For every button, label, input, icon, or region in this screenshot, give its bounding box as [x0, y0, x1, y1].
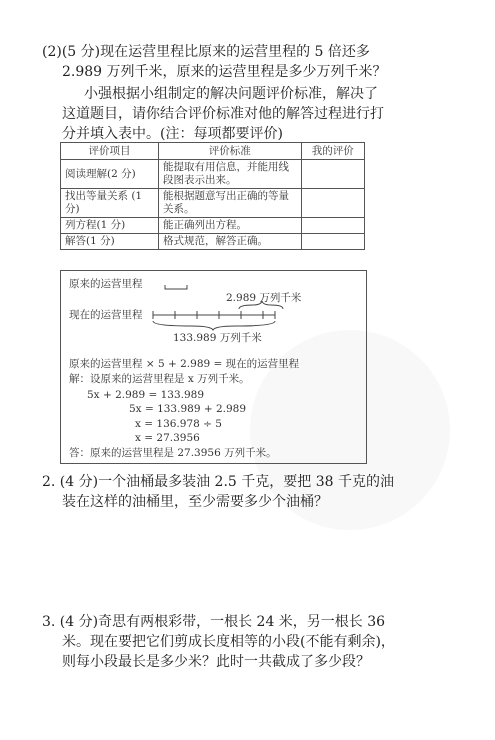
table-cell-rating[interactable]	[301, 218, 364, 234]
table-cell-item: 阅读理解(2 分)	[61, 160, 159, 189]
answer-line: 答：原来的运营里程是 27.3956 万列千米。	[69, 447, 277, 459]
q2-2-line-5: 分并填入表中。(注：每项都要评价)	[62, 126, 283, 142]
q2-line-2: 装在这样的油桶里，至少需要多少个油桶？	[62, 494, 328, 510]
table-row	[61, 234, 365, 250]
table-cell-criteria: 能提取有用信息，并能用线段图表示出来。	[159, 160, 302, 189]
orig-segment	[165, 285, 187, 289]
q3-line-3: 则每小段最长是多少米？此时一共截成了多少段？	[62, 654, 370, 670]
q2-2-line-2: 2.989 万列千米，原来的运营里程是多少万列千米？	[62, 64, 387, 80]
table-cell-rating[interactable]	[301, 234, 364, 250]
table-header-rating: 我的评价	[301, 143, 364, 160]
table-header-item: 评价项目	[61, 143, 159, 160]
total-brace	[153, 321, 275, 330]
equivalence-relation: 原来的运营里程 × 5 + 2.989 = 现在的运营里程	[69, 358, 300, 370]
q2-2-line-3: 小强根据小组制定的解决问题评价标准，解决了	[84, 86, 378, 102]
equation-step-1: 5x + 2.989 = 133.989	[87, 389, 205, 401]
table-cell-criteria: 格式规范，解答正确。	[159, 234, 302, 250]
q2-2-line-4: 这道题目，请你结合评价标准对他的解答过程进行打	[62, 106, 384, 122]
q2-2-line-1: (2)(5 分)现在运营里程比原来的运营里程的 5 倍还多	[42, 44, 370, 60]
evaluation-table	[60, 142, 365, 250]
solution-box	[60, 270, 367, 464]
table-cell-criteria: 能正确列出方程。	[159, 218, 302, 234]
equation-step-3: x = 136.978 ÷ 5	[135, 418, 222, 430]
equation-step-2: 5x = 133.989 + 2.989	[129, 403, 247, 415]
table-row	[61, 160, 365, 189]
q3-line-2: 米。现在要把它们剪成长度相等的小段(不能有剩余)，	[62, 634, 395, 650]
q2-line-1: 2. (4 分)一个油桶最多装油 2.5 千克，要把 38 千克的油	[42, 474, 394, 490]
table-row	[61, 189, 365, 218]
table-header-row	[61, 143, 365, 160]
table-cell-rating[interactable]	[301, 189, 364, 218]
let-statement: 解：设原来的运营里程是 x 万列千米。	[69, 373, 250, 385]
table-cell-item: 解答(1 分)	[61, 234, 159, 250]
table-row	[61, 218, 365, 234]
table-header-criteria: 评价标准	[159, 143, 302, 160]
orig-distance-label: 原来的运营里程	[69, 278, 143, 290]
table-cell-item: 列方程(1 分)	[61, 218, 159, 234]
q3-line-1: 3. (4 分)奇思有两根彩带，一根长 24 米，另一根长 36	[42, 614, 386, 630]
table-cell-rating[interactable]	[301, 160, 364, 189]
table-cell-criteria: 能根据题意写出正确的等量关系。	[159, 189, 302, 218]
equation-step-4: x = 27.3956	[135, 432, 200, 444]
now-distance-label: 现在的运营里程	[69, 309, 143, 321]
table-cell-item: 找出等量关系 (1 分)	[61, 189, 159, 218]
total-distance-label: 133.989 万列千米	[173, 332, 262, 344]
extra-distance-label: 2.989 万列千米	[226, 292, 302, 304]
